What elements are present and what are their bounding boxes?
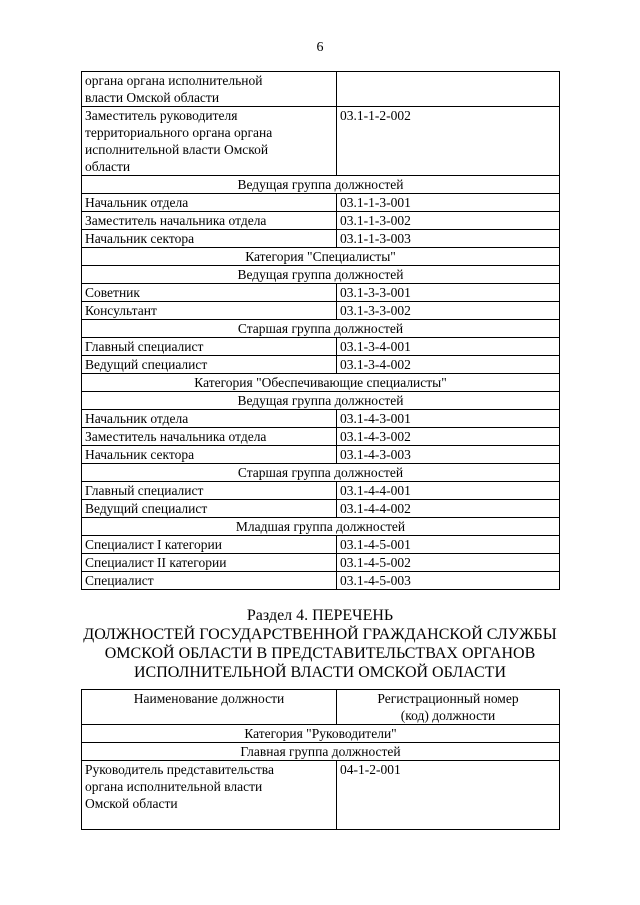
group-heading-row — [82, 518, 560, 536]
registration-code: 03.1-3-4-002 — [337, 356, 560, 374]
section-4-heading-line: Раздел 4. ПЕРЕЧЕНЬ — [246, 607, 394, 624]
table-row — [82, 410, 560, 428]
group-heading: Категория "Обеспечивающие специалисты" — [82, 374, 560, 392]
table-row — [82, 72, 560, 107]
group-heading: Ведущая группа должностей — [82, 266, 560, 284]
position-name-line: Ведущий специалист — [85, 357, 208, 372]
position-name — [82, 446, 337, 464]
group-heading: Категория "Руководители" — [82, 725, 560, 743]
section-4-heading-line: ДОЛЖНОСТЕЙ ГОСУДАРСТВЕННОЙ ГРАЖДАНСКОЙ СЛУЖБЫ — [83, 626, 557, 643]
table-row — [82, 338, 560, 356]
position-name-line: Главный специалист — [85, 483, 204, 498]
registration-code: 04-1-2-001 — [337, 761, 560, 830]
header-registration-code — [337, 690, 560, 725]
position-name-line: территориального органа органа — [85, 125, 273, 140]
group-heading: Ведущая группа должностей — [82, 392, 560, 410]
registration-code: 03.1-1-3-001 — [337, 194, 560, 212]
position-name — [82, 536, 337, 554]
table-header-row — [82, 690, 560, 725]
positions-table-body — [82, 72, 560, 590]
section-4-heading — [81, 606, 559, 682]
position-name-line: исполнительной власти Омской — [85, 142, 269, 157]
registration-code: 03.1-1-3-002 — [337, 212, 560, 230]
position-name — [82, 482, 337, 500]
table-row — [82, 428, 560, 446]
header-code-line: Регистрационный номер — [377, 691, 519, 706]
group-heading: Старшая группа должностей — [82, 464, 560, 482]
group-heading-row — [82, 464, 560, 482]
position-name — [82, 410, 337, 428]
registration-code: 03.1-4-3-001 — [337, 410, 560, 428]
table-row — [82, 554, 560, 572]
table-row — [82, 302, 560, 320]
group-heading-row — [82, 374, 560, 392]
position-name-line: власти Омской области — [85, 90, 220, 105]
table-row — [82, 284, 560, 302]
position-name-line: Ведущий специалист — [85, 501, 208, 516]
table-row — [82, 482, 560, 500]
position-name-line: Руководитель представительства — [85, 762, 274, 777]
registration-code: 03.1-4-3-002 — [337, 428, 560, 446]
position-name-line: Начальник отдела — [85, 411, 189, 426]
position-name-line: Заместитель начальника отдела — [85, 429, 267, 444]
registration-code: 03.1-4-5-001 — [337, 536, 560, 554]
table-row — [82, 572, 560, 590]
position-name — [82, 302, 337, 320]
registration-code: 03.1-1-2-002 — [337, 107, 560, 176]
group-heading: Младшая группа должностей — [82, 518, 560, 536]
position-name-line: Специалист I категории — [85, 537, 222, 552]
position-name-line: Заместитель руководителя — [85, 108, 238, 123]
table-row — [82, 446, 560, 464]
page-number: 6 — [316, 40, 324, 55]
position-name — [82, 500, 337, 518]
header-position-name: Наименование должности — [82, 690, 337, 725]
table-row — [82, 761, 560, 830]
position-name-line: Консультант — [85, 303, 157, 318]
position-name-line: Начальник отдела — [85, 195, 189, 210]
table-row — [82, 356, 560, 374]
position-name-line: Начальник сектора — [85, 447, 195, 462]
table-row — [82, 500, 560, 518]
registration-code — [337, 72, 560, 107]
positions-table-section-4 — [81, 689, 560, 830]
group-heading-row — [82, 725, 560, 743]
group-heading-row — [82, 176, 560, 194]
position-name — [82, 230, 337, 248]
registration-code: 03.1-4-3-003 — [337, 446, 560, 464]
position-name-line: Советник — [85, 285, 140, 300]
position-name — [82, 284, 337, 302]
positions-table-section-3 — [81, 71, 560, 590]
position-name — [82, 72, 337, 107]
group-heading: Категория "Специалисты" — [82, 248, 560, 266]
registration-code: 03.1-3-3-002 — [337, 302, 560, 320]
table-row — [82, 230, 560, 248]
section-4-heading-line: ОМСКОЙ ОБЛАСТИ В ПРЕДСТАВИТЕЛЬСТВАХ ОРГАНОВ — [104, 645, 536, 662]
group-heading-row — [82, 266, 560, 284]
registration-code: 03.1-3-4-001 — [337, 338, 560, 356]
position-name-line: области — [85, 159, 131, 174]
position-name — [82, 212, 337, 230]
position-name — [82, 428, 337, 446]
position-name — [82, 554, 337, 572]
group-heading-row — [82, 320, 560, 338]
group-heading-row — [82, 392, 560, 410]
section-4-heading-line: ИСПОЛНИТЕЛЬНОЙ ВЛАСТИ ОМСКОЙ ОБЛАСТИ — [134, 664, 506, 681]
position-name-line: органа органа исполнительной — [85, 73, 263, 88]
positions-table-body — [82, 725, 560, 830]
group-heading: Ведущая группа должностей — [82, 176, 560, 194]
registration-code: 03.1-1-3-003 — [337, 230, 560, 248]
position-name — [82, 572, 337, 590]
registration-code: 03.1-4-5-003 — [337, 572, 560, 590]
position-name — [82, 107, 337, 176]
table-row — [82, 194, 560, 212]
registration-code: 03.1-4-4-002 — [337, 500, 560, 518]
group-heading: Старшая группа должностей — [82, 320, 560, 338]
group-heading-row — [82, 743, 560, 761]
group-heading: Главная группа должностей — [82, 743, 560, 761]
position-name — [82, 356, 337, 374]
position-name-line: Специалист II категории — [85, 555, 227, 570]
registration-code: 03.1-3-3-001 — [337, 284, 560, 302]
position-name — [82, 194, 337, 212]
registration-code: 03.1-4-5-002 — [337, 554, 560, 572]
position-name-line: Омской области — [85, 796, 178, 811]
position-name — [82, 338, 337, 356]
position-name-line: Начальник сектора — [85, 231, 195, 246]
position-name — [82, 761, 337, 830]
position-name-line: Заместитель начальника отдела — [85, 213, 267, 228]
header-code-line: (код) должности — [400, 708, 496, 723]
group-heading-row — [82, 248, 560, 266]
table-row — [82, 107, 560, 176]
table-row — [82, 212, 560, 230]
table-row — [82, 536, 560, 554]
position-name-line: Специалист — [85, 573, 154, 588]
position-name-line: органа исполнительной власти — [85, 779, 263, 794]
registration-code: 03.1-4-4-001 — [337, 482, 560, 500]
position-name-line: Главный специалист — [85, 339, 204, 354]
